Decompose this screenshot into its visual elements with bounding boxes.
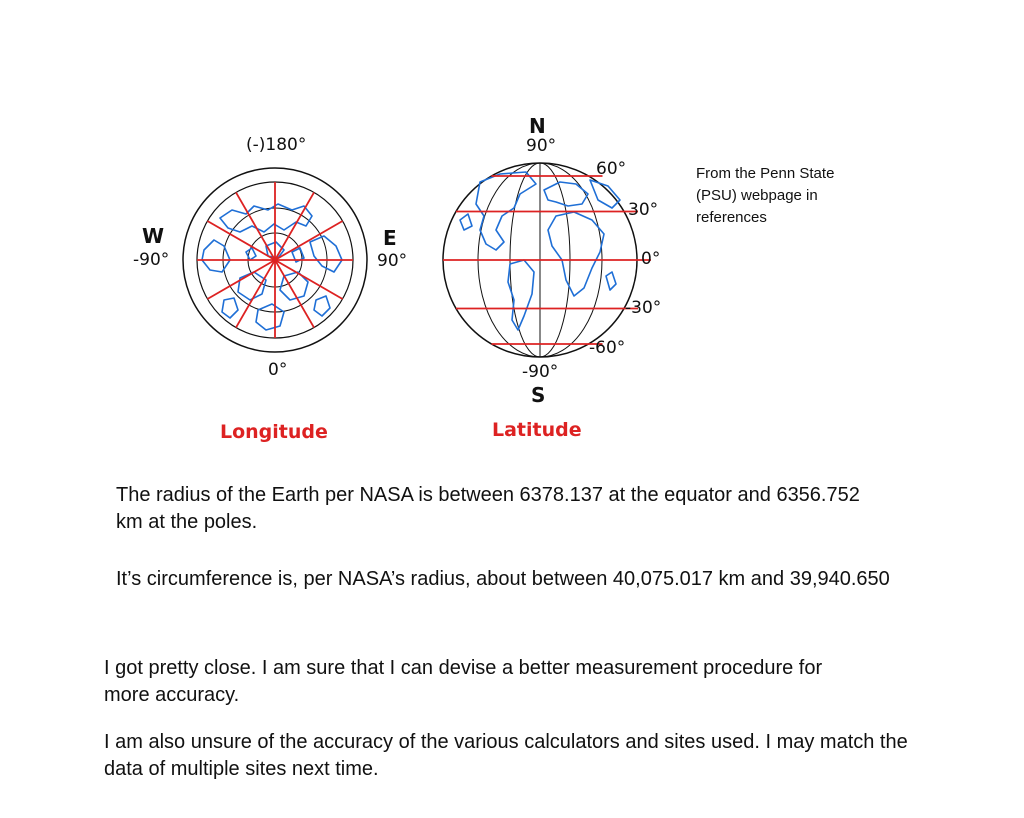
- latitude-label-60: 60°: [596, 159, 627, 179]
- paragraph-circumference: It’s circumference is, per NASA’s radius, about between 40,075.017 km and 39,940.650: [116, 568, 890, 590]
- paragraph-radius: The radius of the Earth per NASA is between 6378.137 at the equator and 6356.752 km at the poles.: [116, 484, 860, 533]
- latitude-globe: [440, 160, 640, 360]
- paragraph-unsure: I am also unsure of the accuracy of the various calculators and sites used. I may match the data of multiple sites next time.: [104, 731, 908, 780]
- source-note: From the Penn State (PSU) webpage in references: [696, 165, 835, 226]
- latitude-north-degrees: 90°: [526, 136, 557, 156]
- latitude-label-0: 0°: [641, 249, 661, 269]
- latitude-caption: Latitude: [492, 419, 582, 441]
- longitude-caption: Longitude: [220, 421, 328, 443]
- latitude-north-letter: N: [529, 114, 546, 138]
- longitude-west-letter: W: [142, 224, 165, 248]
- paragraph-close: I got pretty close. I am sure that I can devise a better measurement procedure for more accuracy.: [104, 657, 823, 706]
- latitude-label-30: 30°: [628, 200, 659, 220]
- longitude-east-letter: E: [383, 226, 397, 250]
- longitude-west-degrees: -90°: [133, 250, 170, 270]
- longitude-label-bottom: 0°: [268, 360, 288, 380]
- latitude-south-letter: S: [531, 383, 546, 407]
- latitude-label-neg30: -30°: [625, 298, 662, 318]
- north-pole-dot: [272, 257, 278, 263]
- longitude-east-degrees: 90°: [377, 251, 408, 271]
- longitude-label-top: (-)180°: [246, 135, 307, 155]
- latitude-south-degrees: -90°: [522, 362, 559, 382]
- latitude-label-neg60: -60°: [589, 338, 626, 358]
- longitude-meridians: [197, 182, 353, 338]
- longitude-globe: [180, 160, 370, 360]
